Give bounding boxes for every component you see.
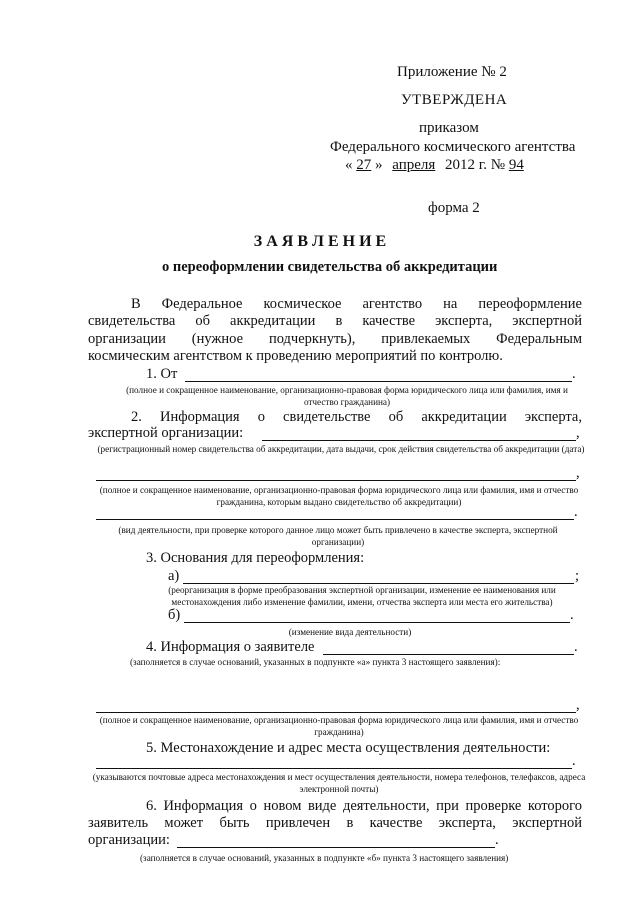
item1-hint: (полное и сокращенное наименование, организационно-правовая форма юридического лица или фамилия, имя и отчество гражданина)	[126, 385, 568, 407]
item2-hint-2: (полное и сокращенное наименование, организационно-правовая форма юридического лица или фамилия, имя и отчество гражданина, которым выдано свидетельство об аккредитации)	[99, 485, 579, 507]
order-date	[345, 157, 540, 174]
by-order-label: приказом	[419, 120, 479, 136]
item3b-field[interactable]	[184, 622, 570, 623]
item3a-label: а)	[168, 568, 180, 584]
intro-line-2: свидетельства об аккредитации в качестве эксперта, экспертной	[88, 313, 582, 329]
item1-label: 1. От	[146, 366, 178, 382]
date-month: апреля	[392, 157, 436, 173]
item2-hint-3: (вид деятельности, при проверке которого данное лицо может быть привлечено в качестве эксперта, экспертной организации)	[118, 525, 558, 547]
item4-end: .	[574, 639, 578, 655]
page-title: З А Я В Л Е Н И Е	[253, 233, 387, 250]
intro-line-4: космическим агентством к проведению мероприятий по контролю.	[88, 348, 503, 364]
item6-line-2: заявитель может быть привлечен в качестве эксперта, экспертной	[88, 815, 582, 831]
item5-end: .	[572, 753, 576, 769]
item4-label: 4. Информация о заявителе	[146, 639, 315, 655]
approved-label: УТВЕРЖДЕНА	[401, 92, 508, 108]
item1-end: .	[572, 366, 576, 382]
item2-hint-1: (регистрационный номер свидетельства об аккредитации, дата выдачи, срок действия свидетельства об аккредитации (дата)	[97, 444, 585, 454]
item3a-end: ;	[575, 568, 580, 584]
date-year: 2012 г. №	[445, 157, 506, 173]
date-open-quote: «	[345, 157, 353, 173]
intro-line-3: организации (нужное подчеркнуть), привлекаемых Федеральным	[88, 331, 582, 347]
item4-field[interactable]	[323, 654, 574, 655]
item3-label: 3. Основания для переоформления:	[146, 550, 365, 566]
item6-end: .	[495, 832, 499, 848]
item2-line-1: 2. Информация о свидетельстве об аккредитации эксперта,	[131, 409, 582, 425]
item2-certificate-field[interactable]	[262, 440, 576, 441]
item4-applicant-field[interactable]	[96, 712, 576, 713]
item2-sep-2: .	[574, 504, 578, 520]
item3b-label: б)	[168, 607, 181, 623]
item2-sep: ,	[576, 465, 580, 481]
item5-field[interactable]	[96, 768, 572, 769]
item4-hint: (полное и сокращенное наименование, организационно-правовая форма юридического лица или фамилия, имя и отчество гражданина)	[99, 715, 579, 737]
item2-line-2: экспертной организации:	[88, 425, 244, 441]
item3b-end: .	[570, 607, 574, 623]
item2-activity-field[interactable]	[96, 519, 574, 520]
item3b-hint: (изменение вида деятельности)	[288, 627, 412, 637]
item6-line-3: организации:	[88, 832, 170, 848]
item4-note: (заполняется в случае оснований, указанных в подпункте «а» пункта 3 настоящего заявления):	[130, 657, 501, 667]
item1-field[interactable]	[185, 381, 572, 382]
intro-line-1: В Федеральное космическое агентство на переоформление	[131, 296, 582, 312]
item5-hint: (указываются почтовые адреса местонахождения и мест осуществления деятельности, номера телефонов, телефаксов, адреса электронной почты)	[92, 772, 586, 794]
item6-line-1: 6. Информация о новом виде деятельности, при проверке которого	[146, 798, 582, 814]
item2-holder-field[interactable]	[96, 480, 576, 481]
page-subtitle: о переоформлении свидетельства об аккредитации	[162, 259, 498, 275]
date-day: 27	[356, 157, 372, 173]
appendix-label: Приложение № 2	[397, 64, 507, 80]
form-label: форма 2	[428, 200, 480, 216]
item3a-hint: (реорганизация в форме преобразования экспертной организации, изменение ее наименования или местонахождения либо изменение фамилии, имени, отчества эксперта или места его жительства)	[168, 585, 556, 607]
item6-field[interactable]	[177, 847, 495, 848]
date-close-quote: »	[375, 157, 383, 173]
agency-name: Федерального космического агентства	[330, 139, 576, 155]
item6-note: (заполняется в случае оснований, указанных в подпункте «б» пункта 3 настоящего заявления)	[140, 853, 509, 863]
item4-sep: ,	[576, 697, 580, 713]
item5-label: 5. Местонахождение и адрес места осуществления деятельности:	[146, 740, 551, 756]
item2-end: ,	[576, 425, 580, 441]
order-number: 94	[508, 157, 524, 173]
